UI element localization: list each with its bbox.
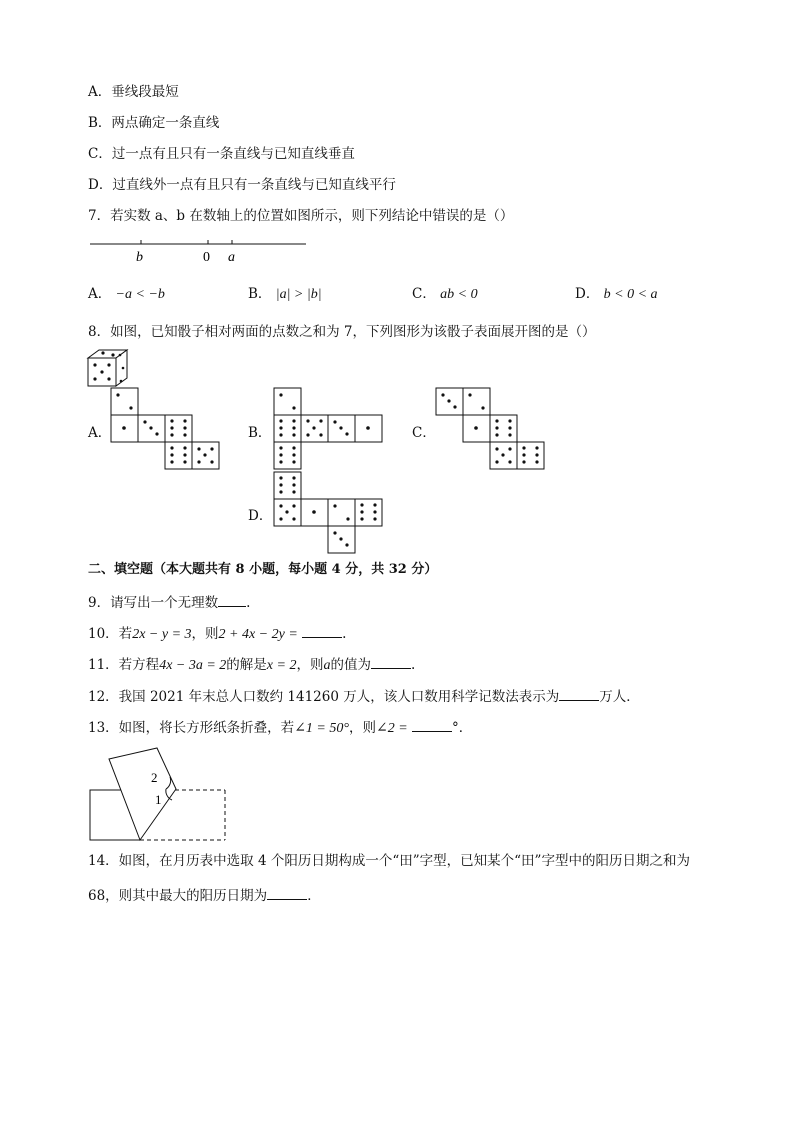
fig-angle-1: 1 [155, 792, 162, 807]
nl-zero: 0 [203, 250, 210, 265]
q8-label-c: C． [412, 425, 436, 441]
q13: 13．如图，将长方形纸条折叠，若∠1 = 50°，则∠2 = °． [88, 717, 472, 738]
q9: 9．请写出一个无理数 . [88, 592, 250, 612]
number-line [90, 240, 306, 265]
q6-option-b: B．两点确定一条直线 [88, 115, 220, 131]
q14-line2: 68，则其中最大的阳历日期为 ． [88, 885, 321, 905]
section-2-title: 二、填空题（本大题共有 8 小题，每小题 4 分，共 32 分） [88, 562, 438, 577]
q6-option-c: C．过一点有且只有一条直线与已知直线垂直 [88, 146, 355, 162]
net-b [274, 388, 382, 469]
q8-stem: 8．如图，已知骰子相对两面的点数之和为 7，下列图形为该骰子表面展开图的是（） [88, 324, 596, 340]
q14-line1: 14．如图，在月历表中选取 4 个阳历日期构成一个“田”字型，已知某个“田”字型中的阳历日期之和为 [88, 853, 690, 869]
net-a [111, 388, 219, 469]
q6-option-a: A．垂线段最短 [88, 84, 179, 100]
q10: 10．若2x − y = 3，则2 + 4x − 2y = . [88, 623, 346, 644]
q7-option-a: A． −a < −b [88, 286, 165, 302]
fig-angle-2: 2 [151, 770, 158, 785]
nl-b: b [136, 250, 143, 265]
q8-label-a: A． [88, 425, 112, 441]
q7-option-b: B． |a| > |b| [248, 286, 322, 302]
q7-option-d: D． b < 0 < a [575, 286, 658, 302]
q11: 11．若方程4x − 3a = 2的解是x = 2，则a的值为 . [88, 654, 415, 675]
nl-a: a [228, 250, 235, 265]
net-d [274, 472, 382, 553]
die-3d [88, 350, 127, 386]
q12: 12．我国 2021 年末总人口数约 141260 万人，该人口数用科学记数法表示为 万人． [88, 686, 640, 706]
q7-stem: 7．若实数 a、b 在数轴上的位置如图所示，则下列结论中错误的是（） [88, 208, 514, 224]
q8-label-b: B． [248, 425, 272, 441]
q7-option-c: C． ab < 0 [412, 286, 478, 302]
net-c [436, 388, 544, 469]
q8-label-d: D． [248, 508, 273, 524]
q6-option-d: D．过直线外一点有且只有一条直线与已知直线平行 [88, 177, 396, 193]
